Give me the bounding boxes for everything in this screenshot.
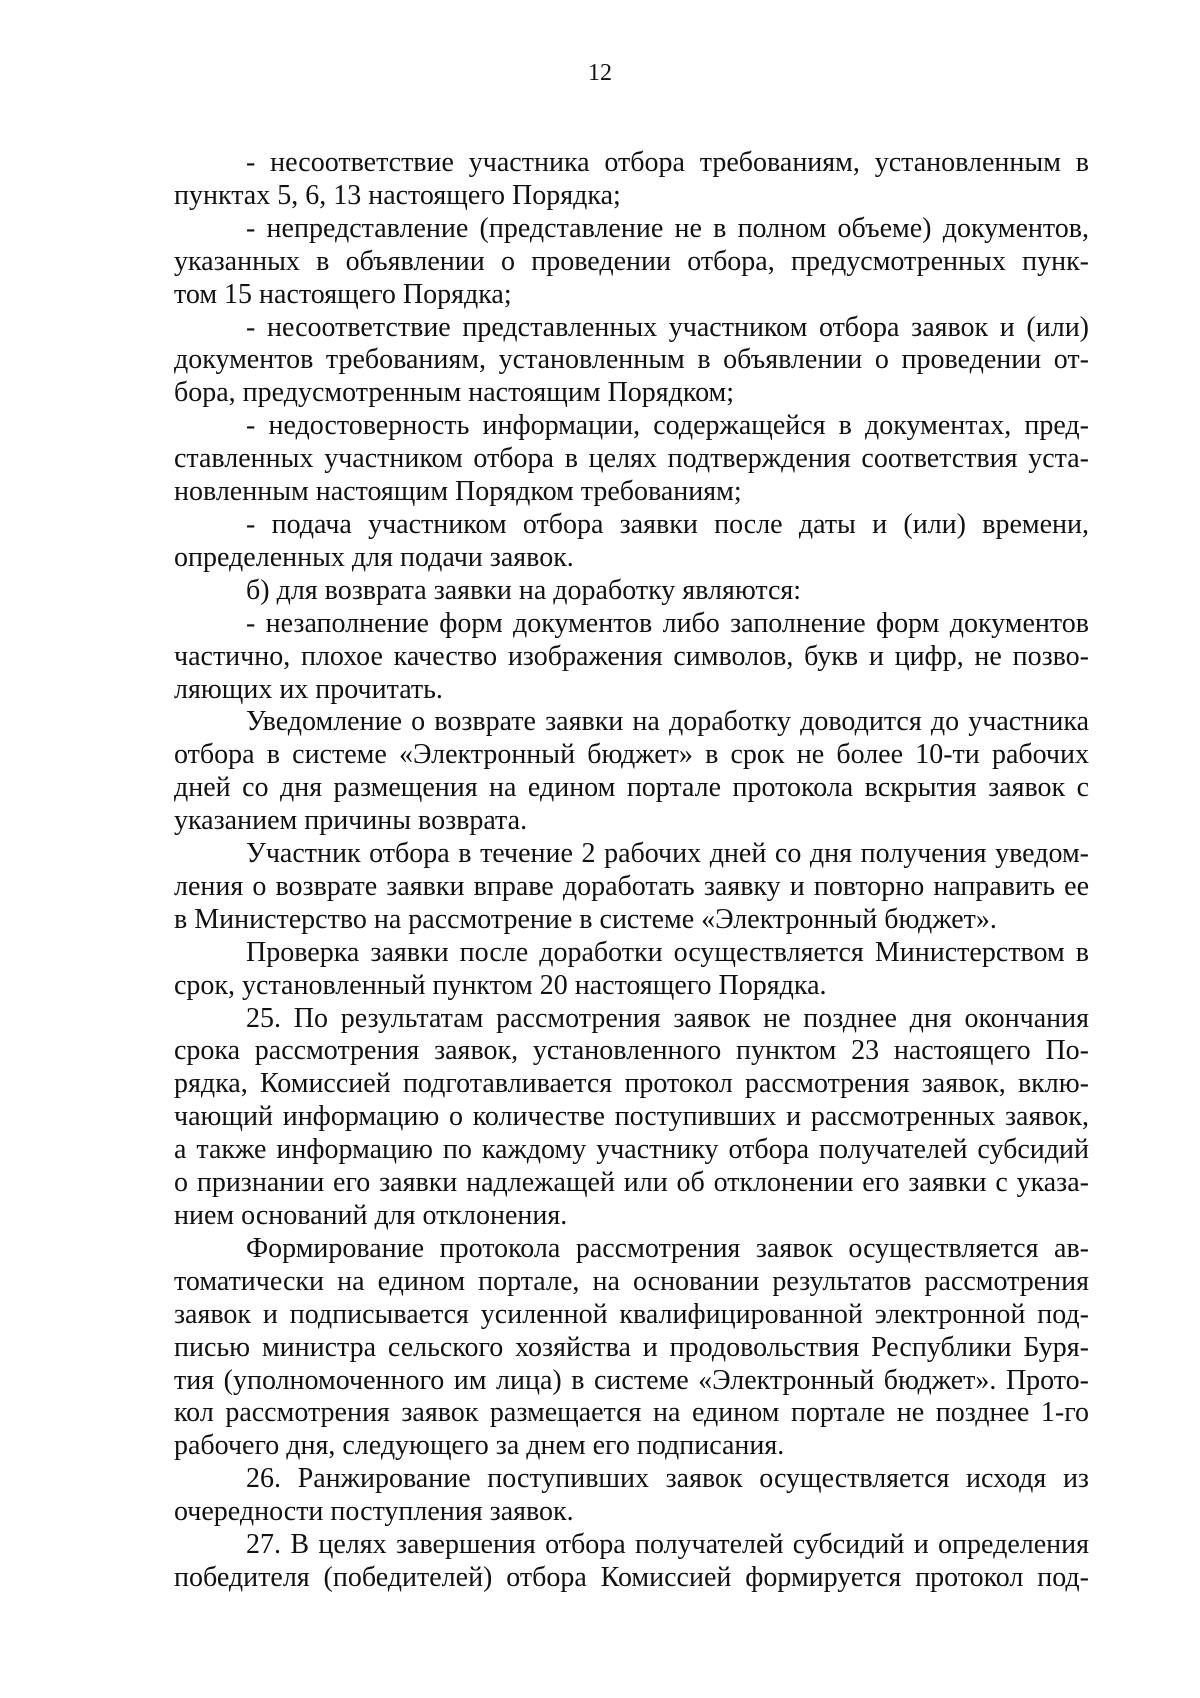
text-line: ставленных участником отбора в целях подтверждения соответствия уста-	[174, 443, 1089, 475]
page-number: 12	[588, 60, 612, 86]
text-line: указанных в объявлении о проведении отбора, предусмотренных пунк-	[174, 245, 1089, 277]
text-line: Участник отбора в течение 2 рабочих дней со дня получения уведом-	[246, 838, 1089, 870]
text-line: бора, предусмотренным настоящим Порядком;	[174, 377, 735, 409]
paragraph	[174, 1233, 1089, 1463]
text-line: тия (уполномоченного им лица) в системе «Электронный бюджет». Прото-	[174, 1364, 1089, 1396]
text-line: о признании его заявки надлежащей или об отклонении его заявки с указа-	[174, 1167, 1089, 1199]
text-line: нием оснований для отклонения.	[174, 1200, 568, 1231]
paragraph	[174, 312, 1089, 411]
text-line: в Министерство на рассмотрение в системе «Электронный бюджет».	[174, 903, 997, 935]
text-line: рабочего дня, следующего за днем его подписания.	[174, 1430, 785, 1462]
text-line: 25. По результатам рассмотрения заявок не позднее дня окончания	[246, 1002, 1089, 1034]
paragraph	[174, 838, 1089, 937]
paragraph	[174, 706, 1089, 838]
paragraph	[174, 1463, 1089, 1529]
paragraph	[174, 147, 1089, 213]
paragraph	[174, 213, 1089, 312]
text-line: новленным настоящим Порядком требованиям;	[174, 476, 742, 508]
paragraph	[174, 1003, 1089, 1233]
text-line: - несоответствие представленных участником отбора заявок и (или)	[246, 311, 1089, 343]
text-line: б) для возврата заявки на доработку являются:	[246, 574, 802, 606]
text-line: - непредставление (представление не в полном объеме) документов,	[246, 212, 1089, 244]
text-line: указанием причины возврата.	[174, 805, 528, 837]
text-line: победителя (победителей) отбора Комиссией формируется протокол под-	[174, 1561, 1089, 1593]
text-line: очередности поступления заявок.	[174, 1496, 574, 1528]
text-line: - незаполнение форм документов либо заполнение форм документов	[246, 607, 1089, 639]
paragraph	[174, 509, 1089, 575]
paragraph	[174, 1529, 1089, 1595]
text-line: Формирование протокола рассмотрения заявок осуществляется ав-	[246, 1232, 1089, 1264]
text-line: - несоответствие участника отбора требованиям, установленным в	[246, 147, 1089, 178]
paragraph	[174, 608, 1089, 707]
paragraph	[174, 937, 1089, 1003]
text-line: - недостоверность информации, содержащейся в документах, пред-	[246, 410, 1089, 442]
text-line: срока рассмотрения заявок, установленного пунктом 23 настоящего По-	[174, 1035, 1089, 1067]
text-line: Уведомление о возврате заявки на доработку доводится до участника	[246, 706, 1089, 738]
paragraph	[174, 410, 1089, 509]
text-line: 27. В целях завершения отбора получателей субсидий и определения	[246, 1529, 1089, 1561]
text-line: заявок и подписывается усиленной квалифицированной электронной под-	[174, 1298, 1089, 1330]
text-line: пунктах 5, 6, 13 настоящего Порядка;	[174, 179, 621, 211]
text-line: том 15 настоящего Порядка;	[174, 278, 512, 310]
text-line: Проверка заявки после доработки осуществляется Министерством в	[246, 936, 1089, 968]
text-line: кол рассмотрения заявок размещается на едином портале не позднее 1-го	[174, 1397, 1089, 1429]
text-line: чающий информацию о количестве поступивших и рассмотренных заявок,	[174, 1101, 1089, 1133]
text-line: а также информацию по каждому участнику отбора получателей субсидий	[174, 1134, 1089, 1166]
text-line: срок, установленный пунктом 20 настоящего Порядка.	[174, 969, 827, 1001]
text-line: томатически на едином портале, на основании результатов рассмотрения	[174, 1265, 1089, 1297]
text-line: писью министра сельского хозяйства и продовольствия Республики Буря-	[174, 1331, 1089, 1363]
text-line: отбора в системе «Электронный бюджет» в срок не более 10-ти рабочих	[174, 739, 1089, 771]
document-body	[174, 147, 1089, 1595]
text-line: определенных для подачи заявок.	[174, 541, 574, 573]
text-line: ления о возврате заявки вправе доработать заявку и повторно направить ее	[174, 870, 1089, 902]
text-line: документов требованиям, установленным в объявлении о проведении от-	[174, 344, 1089, 376]
text-line: - подача участником отбора заявки после даты и (или) времени,	[246, 508, 1089, 540]
text-line: дней со дня размещения на едином портале протокола вскрытия заявок с	[174, 772, 1089, 804]
text-line: ляющих их прочитать.	[174, 673, 443, 705]
text-line: 26. Ранжирование поступивших заявок осуществляется исходя из	[246, 1463, 1089, 1495]
paragraph	[174, 575, 1089, 608]
text-line: частично, плохое качество изображения символов, букв и цифр, не позво-	[174, 640, 1089, 672]
text-line: рядка, Комиссией подготавливается протокол рассмотрения заявок, вклю-	[174, 1068, 1089, 1100]
